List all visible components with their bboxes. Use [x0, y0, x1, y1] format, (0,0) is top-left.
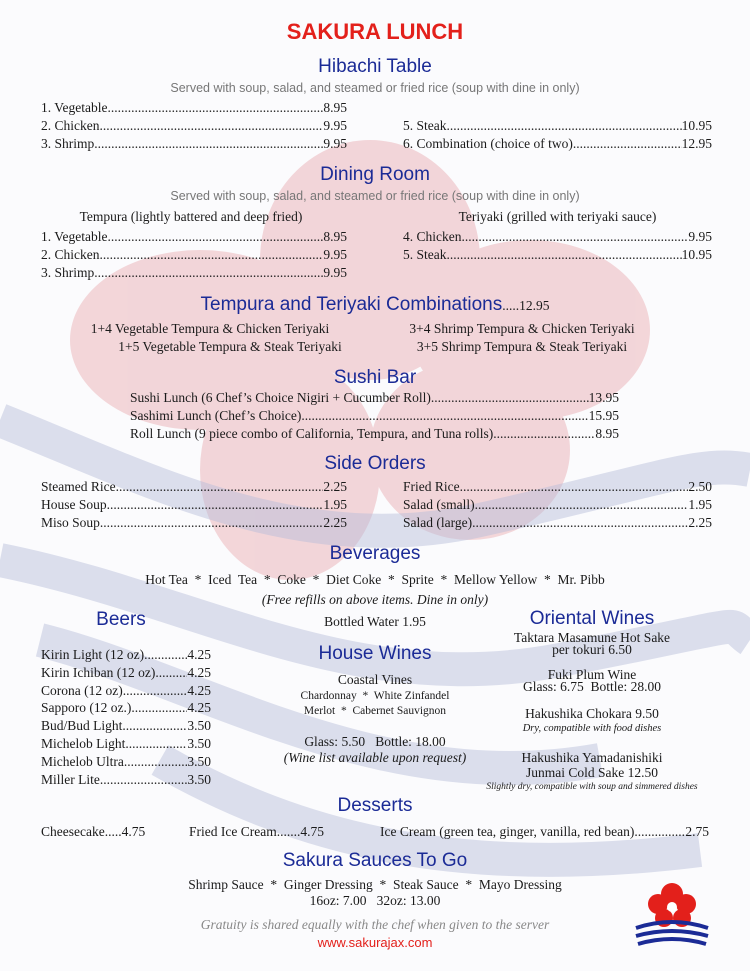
- house-wine-note: (Wine list available upon request): [283, 750, 467, 765]
- house-wine-price: Glass: 5.50 Bottle: 18.00: [304, 734, 446, 749]
- beers-heading: Beers: [96, 609, 146, 630]
- combo-item: 1+4 Vegetable Tempura & Chicken Teriyaki: [90, 321, 330, 336]
- beer-item: Michelob Light ..... 3.50: [41, 735, 211, 753]
- menu-item: 2. Chicken ..... 9.95: [41, 117, 347, 135]
- oriental-wine-item: Taktara Masamune Hot Sake per tokuri 6.50: [513, 630, 671, 657]
- menu-item: 4. Chicken ..... 9.95: [403, 228, 712, 246]
- dining-heading: Dining Room: [320, 164, 430, 185]
- beer-item: Bud/Bud Light ..... 3.50: [41, 717, 211, 735]
- teriyaki-label: Teriyaki (grilled with teriyaki sauce): [458, 209, 657, 224]
- menu-item: Miso Soup ..... 2.25: [41, 514, 347, 532]
- combo-item: 3+5 Shrimp Tempura & Steak Teriyaki: [416, 339, 628, 354]
- beverages-list: Hot Tea * Iced Tea * Coke * Diet Coke * Sprite * Mellow Yellow * Mr. Pibb: [145, 572, 605, 587]
- combo-item: 1+5 Vegetable Tempura & Steak Teriyaki: [118, 339, 342, 354]
- house-wine-varietals: Chardonnay * White Zinfandel: [300, 690, 450, 702]
- dessert-item: Cheesecake.....4.75: [41, 824, 146, 839]
- combos-heading: Tempura and Teriyaki Combinations.....12.95: [200, 294, 550, 315]
- website-link[interactable]: www.sakurajax.com: [317, 935, 433, 950]
- menu-item: Steamed Rice ..... 2.25: [41, 478, 347, 496]
- page-title: SAKURA LUNCH: [286, 19, 464, 44]
- beer-item: Michelob Ultra ..... 3.50: [41, 753, 211, 771]
- oriental-wine-item: Hakushika Chokara 9.50 Dry, compatible with food dishes: [522, 706, 662, 734]
- sides-heading: Side Orders: [324, 453, 426, 474]
- gratuity-note: Gratuity is shared equally with the chef when given to the server: [200, 917, 550, 932]
- beer-item: Corona (12 oz) ..... 4.25: [41, 682, 211, 700]
- hibachi-subtitle: Served with soup, salad, and steamed or fried rice (soup with dine in only): [170, 81, 580, 95]
- menu-item: 1. Vegetable ..... 8.95: [41, 99, 347, 117]
- sushi-heading: Sushi Bar: [333, 367, 417, 388]
- beer-item: Miller Lite ..... 3.50: [41, 771, 211, 789]
- menu-item: Fried Rice ..... 2.50: [403, 478, 712, 496]
- dining-subtitle: Served with soup, salad, and steamed or fried rice (soup with dine in only): [170, 189, 580, 203]
- house-wines-heading: House Wines: [318, 643, 432, 664]
- beer-item: Kirin Light (12 oz) ..... 4.25: [41, 646, 211, 664]
- menu-item: 3. Shrimp ..... 9.95: [41, 135, 347, 153]
- bottled-water: Bottled Water 1.95: [324, 614, 426, 629]
- menu-item: Roll Lunch (9 piece combo of California, Tempura, and Tuna rolls) ..... 8.95: [130, 425, 619, 443]
- house-wine-varietals: Merlot * Cabernet Sauvignon: [303, 705, 447, 717]
- beverages-note: (Free refills on above items. Dine in only): [261, 592, 489, 607]
- menu-item: 5. Steak ..... 10.95: [403, 117, 712, 135]
- oriental-wines-heading: Oriental Wines: [529, 608, 655, 629]
- dessert-item: Fried Ice Cream.......4.75: [189, 824, 324, 839]
- menu-item: House Soup ..... 1.95: [41, 496, 347, 514]
- menu-item: 6. Combination (choice of two) ..... 12.95: [403, 135, 712, 153]
- house-wine-brand: Coastal Vines: [337, 672, 413, 687]
- sauces-sizes: 16oz: 7.00 32oz: 13.00: [309, 893, 441, 908]
- menu-item: 2. Chicken ..... 9.95: [41, 246, 347, 264]
- menu-item: Salad (small) ..... 1.95: [403, 496, 712, 514]
- beer-item: Kirin Ichiban (12 oz) ..... 4.25: [41, 664, 211, 682]
- sauces-heading: Sakura Sauces To Go: [282, 850, 468, 871]
- beverages-heading: Beverages: [329, 543, 421, 564]
- hibachi-heading: Hibachi Table: [318, 56, 432, 77]
- menu-item: Salad (large) ..... 2.25: [403, 514, 712, 532]
- combo-item: 3+4 Shrimp Tempura & Chicken Teriyaki: [409, 321, 635, 336]
- oriental-wine-item: Fuki Plum Wine Glass: 6.75 Bottle: 28.00: [523, 667, 661, 694]
- sakura-logo-icon: [632, 876, 712, 951]
- desserts-heading: Desserts: [337, 795, 413, 816]
- sauces-list: Shrimp Sauce * Ginger Dressing * Steak Sauce * Mayo Dressing: [188, 877, 562, 892]
- menu-item: 1. Vegetable ..... 8.95: [41, 228, 347, 246]
- menu-item: 5. Steak ..... 10.95: [403, 246, 712, 264]
- tempura-label: Tempura (lightly battered and deep fried): [79, 209, 303, 224]
- menu-item: Sushi Lunch (6 Chef’s Choice Nigiri + Cucumber Roll) ..... 13.95: [130, 389, 619, 407]
- menu-item: Sashimi Lunch (Chef’s Choice) ..... 15.95: [130, 407, 619, 425]
- dessert-item: Ice Cream (green tea, ginger, vanilla, red bean) ..... 2.75: [380, 823, 709, 841]
- beer-item: Sapporo (12 oz.) ..... 4.25: [41, 699, 211, 717]
- menu-item: 3. Shrimp ..... 9.95: [41, 264, 347, 282]
- oriental-wine-item: Hakushika Yamadanishiki Junmai Cold Sake 12.50 Slightly dry, compatible with soup and simmered dishes: [486, 750, 698, 792]
